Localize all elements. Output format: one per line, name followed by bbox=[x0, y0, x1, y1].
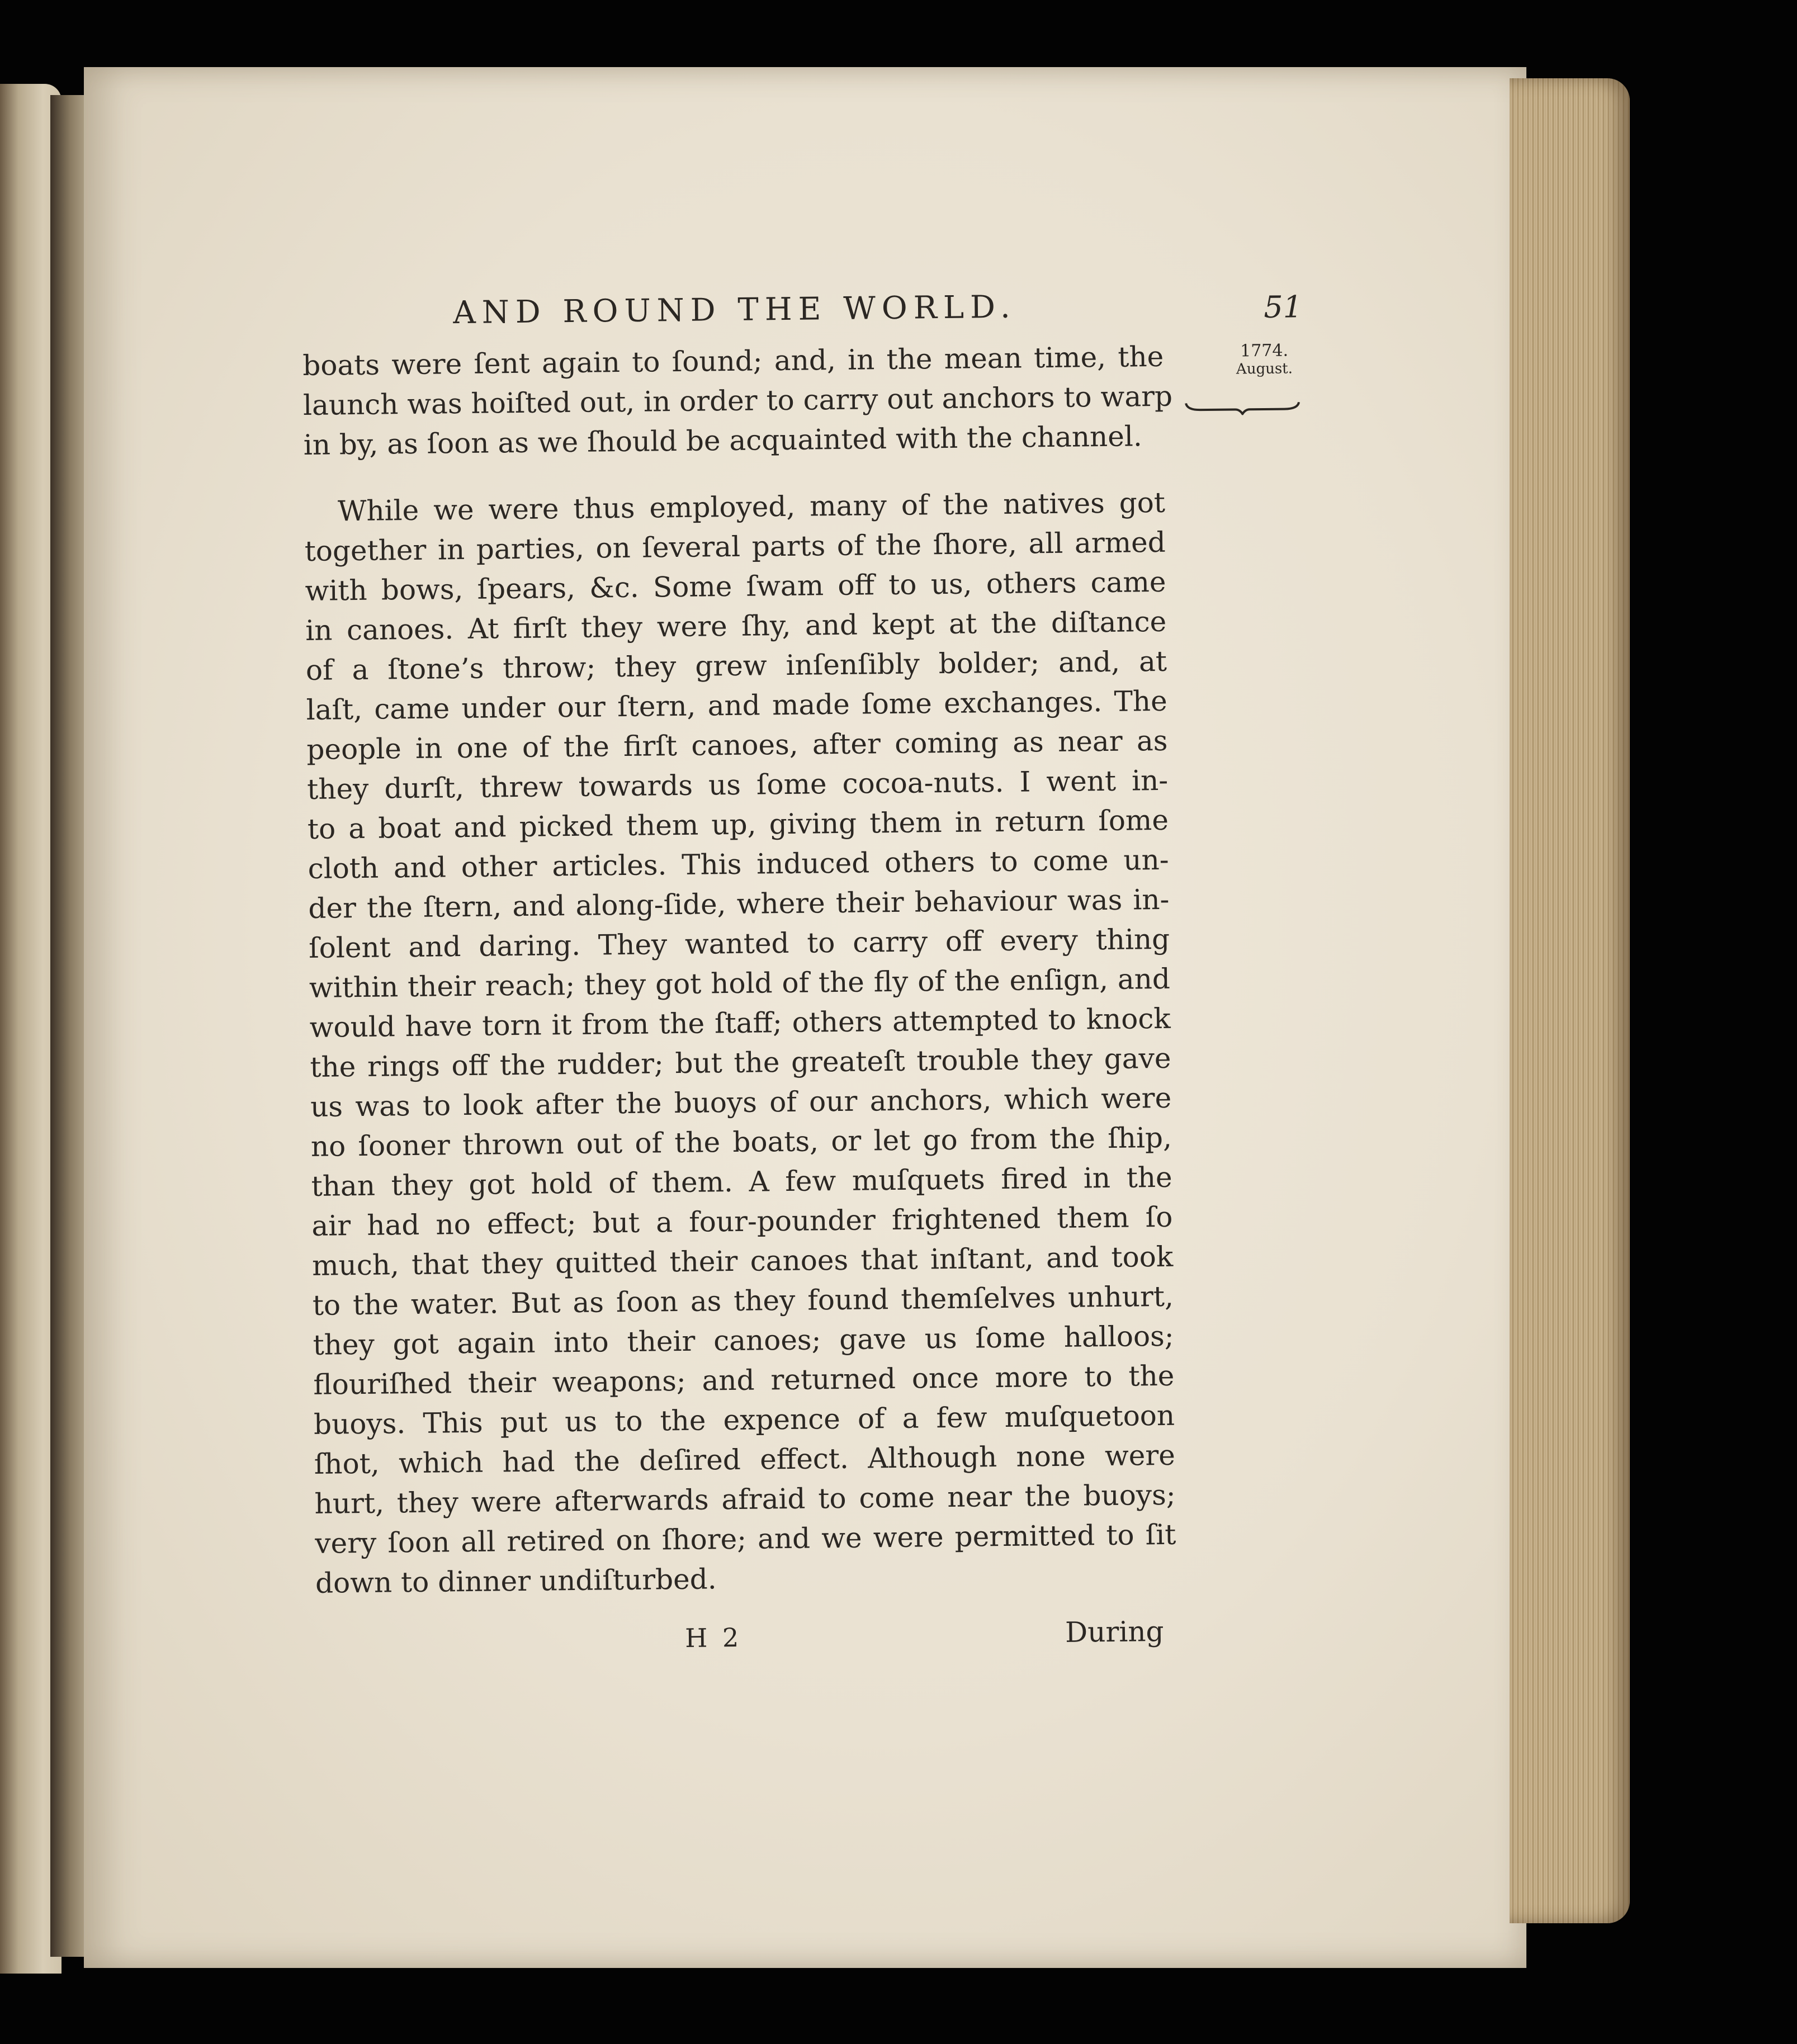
text-line: than they got hold of them. A few muſquets fired in the bbox=[311, 1161, 1172, 1203]
text-line: they durſt, threw towards us ſome cocoa-nuts. I went in- bbox=[306, 764, 1169, 806]
text-line: together in parties, on ſeveral parts of the ſhore, all armed bbox=[304, 526, 1166, 567]
text-line: cloth and other articles. This induced others to come un- bbox=[308, 843, 1169, 885]
text-line: buoys. This put us to the expence of a few muſquetoon bbox=[313, 1399, 1175, 1441]
margin-note-year: 1774. bbox=[1240, 340, 1289, 361]
text-line: ſolent and daring. They wanted to carry off every thing bbox=[308, 922, 1170, 964]
text-line: people in one of the firſt canoes, after coming as near as bbox=[306, 724, 1168, 766]
margin-note bbox=[1208, 342, 1321, 378]
margin-note-month: August. bbox=[1236, 360, 1293, 378]
text-line: flouriſhed their weapons; and returned once more to the bbox=[313, 1359, 1175, 1401]
text-line: no ſooner thrown out of the boats, or let go from the ſhip, bbox=[310, 1121, 1172, 1163]
page-number: 51 bbox=[1263, 289, 1303, 325]
text-line: of a ſtone’s throw; they grew inſenſibly bolder; and, at bbox=[305, 645, 1167, 687]
text-line: boats were ſent again to ſound; and, in the mean time, the bbox=[302, 340, 1164, 382]
brace-icon bbox=[1184, 398, 1301, 415]
text-line: very ſoon all retired on ſhore; and we were permitted to ſit bbox=[315, 1518, 1176, 1560]
text-line: within their reach; they got hold of the fly of the enſign, and bbox=[309, 962, 1171, 1004]
text-line: they got again into their canoes; gave us ſome halloos; bbox=[313, 1319, 1174, 1361]
text-line: While we were thus employed, many of the natives got bbox=[337, 486, 1166, 528]
text-line: down to dinner undiſturbed. bbox=[315, 1563, 717, 1600]
text-line: hurt, they were afterwards afraid to come near the buoys; bbox=[314, 1478, 1176, 1520]
text-line: much, that they quitted their canoes that inſtant, and took bbox=[311, 1240, 1174, 1282]
text-block bbox=[302, 287, 1303, 1716]
text-line: air had no effect; but a four-pounder frightened them ſo bbox=[311, 1200, 1173, 1242]
text-line: with bows, ſpears, &c. Some ſwam off to us, others came bbox=[305, 565, 1166, 607]
text-line: launch was hoiſted out, in order to carry out anchors to warp bbox=[302, 380, 1173, 422]
text-line: us was to look after the buoys of our anchors, which were bbox=[310, 1081, 1172, 1123]
text-line: der the ſtern, and along-ſide, where their behaviour was in- bbox=[308, 883, 1170, 925]
text-line: to the water. But as ſoon as they found themſelves unhurt, bbox=[312, 1280, 1174, 1322]
running-header: AND ROUND THE WORLD. bbox=[452, 288, 1017, 332]
text-line: in by, as ſoon as we ſhould be acquainted with the channel. bbox=[303, 420, 1142, 461]
catchword: During bbox=[1065, 1615, 1164, 1649]
text-line: laſt, came under our ſtern, and made ſome exchanges. The bbox=[306, 684, 1167, 726]
signature-mark: H 2 bbox=[684, 1622, 743, 1653]
text-line: the rings off the rudder; but the greateſt trouble they gave bbox=[310, 1042, 1171, 1083]
page-edges bbox=[1510, 78, 1630, 1923]
text-line: to a boat and picked them up, giving them in return ſome bbox=[307, 803, 1169, 845]
text-line: would have torn it from the ſtaff; others attempted to knock bbox=[309, 1002, 1171, 1044]
text-line: in canoes. At firſt they were ſhy, and kept at the diſtance bbox=[305, 605, 1167, 647]
text-line: ſhot, which had the deſired effect. Although none were bbox=[314, 1439, 1176, 1480]
